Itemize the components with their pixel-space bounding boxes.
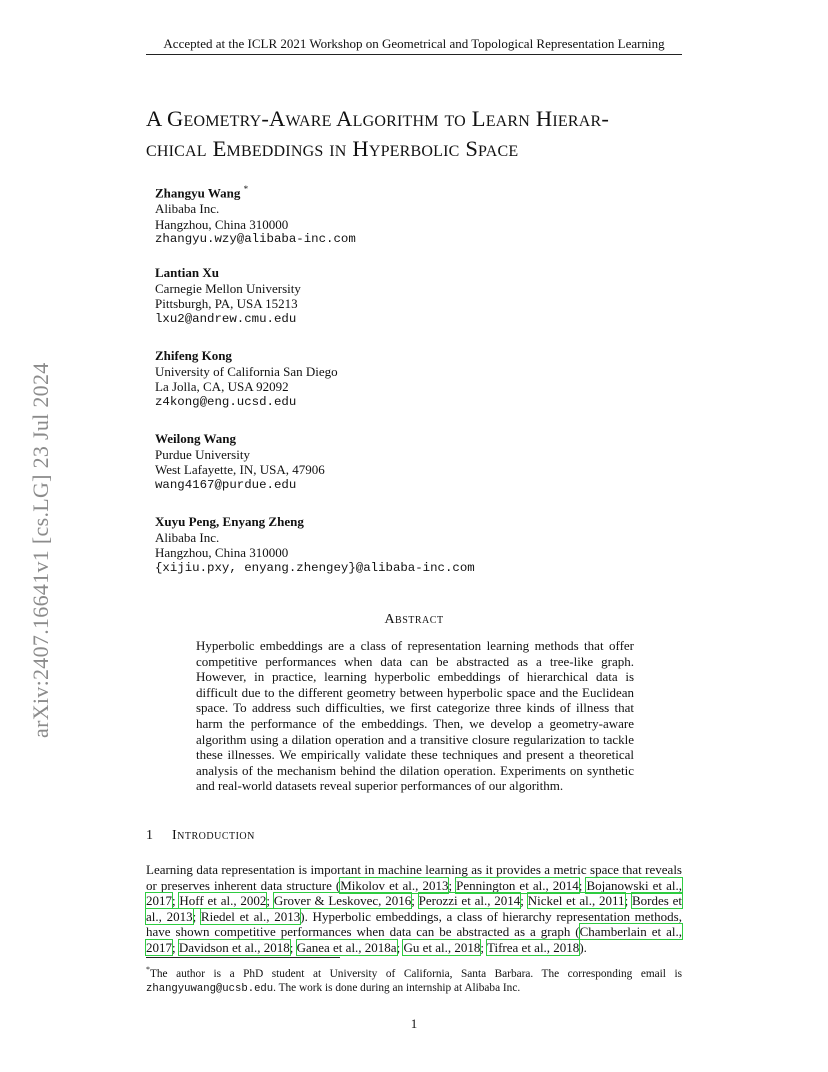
author-name: Xuyu Peng, Enyang Zheng	[155, 514, 304, 529]
citation-link[interactable]: Hoff et al., 2002	[179, 893, 267, 909]
intro-text: ;	[520, 893, 528, 909]
intro-text: ;	[448, 877, 457, 893]
author-address: West Lafayette, IN, USA, 47906	[155, 462, 325, 478]
author-block	[155, 514, 475, 576]
intro-text: ;	[172, 893, 180, 909]
abstract-text: Hyperbolic embeddings are a class of representation learning methods that offer competitive performances when data can be abstracted as a tree-like graph. However, in practice, learning hyperbolic embeddings of hierarchical data is difficult due to the different geometry between hyperbolic space and the Euclidean space. To address such difficulties, we first categorize three kinds of illness that harm the performance of the embeddings. Then, we develop a geometry-aware algorithm using a dilation operation and a transitive closure regularization to tackle these illnesses. We empirically validate these techniques and present a theoretical analysis of the mechanism behind the dilation operation. Experiments on synthetic and real-world datasets reveal superior performances of our algorithm.	[196, 638, 634, 794]
intro-text: ). Hyperbolic embeddings, a class of hierarchy representation methods, have shown competitive performances when data can be abstracted as a graph (	[146, 908, 682, 940]
intro-paragraph	[146, 862, 682, 956]
arxiv-identifier: arXiv:2407.16641v1 [cs.LG] 23 Jul 2024	[28, 362, 53, 738]
footnote-rule	[146, 957, 340, 958]
citation-link[interactable]: Pennington et al., 2014	[456, 877, 579, 893]
intro-text: ;	[172, 939, 179, 955]
paper-title	[146, 104, 706, 164]
intro-text: Learning data representation is important in machine learning as it provides a metric space that reveals or preserves inherent data structure (	[146, 862, 682, 893]
citation-link[interactable]: Riedel et al., 2013	[200, 908, 301, 924]
section-number: 1	[146, 828, 153, 843]
author-affiliation: Carnegie Mellon University	[155, 280, 301, 296]
footnote-email[interactable]: zhangyuwang@ucsb.edu	[146, 982, 274, 995]
citation-link[interactable]: Bojanowski et al., 2017	[146, 877, 682, 909]
intro-text: ;	[624, 893, 632, 909]
running-header: Accepted at the ICLR 2021 Workshop on Geometrical and Topological Representation Learning	[163, 36, 665, 51]
citation-link[interactable]: Davidson et al., 2018	[178, 939, 290, 955]
intro-text: ;	[192, 908, 201, 924]
citation-link[interactable]: Tifrea et al., 2018	[487, 939, 580, 955]
page-number: 1	[410, 1016, 418, 1031]
author-email[interactable]: zhangyu.wzy@alibaba-inc.com	[155, 232, 356, 247]
author-block	[155, 265, 301, 327]
citation-link[interactable]: Nickel et al., 2011	[527, 893, 625, 909]
author-address: Pittsburgh, PA, USA 15213	[155, 296, 298, 312]
author-affiliation: Alibaba Inc.	[155, 200, 220, 216]
citation-link[interactable]: Mikolov et al., 2013	[340, 877, 449, 893]
author-email[interactable]: z4kong@eng.ucsd.edu	[155, 394, 297, 409]
intro-text: ;	[411, 893, 419, 909]
arxiv-sidebar	[20, 320, 60, 740]
author-name: Weilong Wang	[155, 431, 237, 446]
author-email[interactable]: wang4167@purdue.edu	[155, 477, 297, 492]
citation-link[interactable]: Perozzi et al., 2014	[418, 893, 521, 909]
footnote-text: The author is a PhD student at University of California, Santa Barbara. The corresponding email is	[150, 967, 682, 980]
author-address: La Jolla, CA, USA 92092	[155, 379, 289, 395]
author-email[interactable]: {xijiu.pxy, enyang.zhengey}@alibaba-inc.com	[155, 560, 475, 575]
author-address: Hangzhou, China 310000	[155, 216, 289, 232]
author-block	[155, 348, 338, 410]
intro-text: ;	[266, 893, 274, 909]
intro-text: ).	[579, 939, 587, 955]
author-block	[155, 431, 325, 493]
section-heading	[146, 828, 255, 844]
intro-text: ;	[289, 939, 297, 955]
title-line-2: chical Embeddings in Hyperbolic Space	[146, 136, 519, 161]
citation-link[interactable]: Grover & Leskovec, 2016	[273, 893, 412, 909]
intro-text: ;	[578, 877, 587, 893]
author-name: Lantian Xu	[155, 265, 219, 280]
author-footnote-mark: *	[243, 184, 249, 194]
intro-text: ;	[396, 939, 404, 955]
intro-text: ;	[480, 939, 487, 955]
author-email[interactable]: lxu2@andrew.cmu.edu	[155, 311, 297, 326]
header-rule	[146, 54, 682, 55]
author-address: Hangzhou, China 310000	[155, 545, 289, 561]
citation-link[interactable]: Gu et al., 2018	[403, 939, 481, 955]
author-name: Zhangyu Wang	[155, 185, 241, 201]
footnote-mark: *	[146, 965, 150, 974]
footnote	[146, 963, 682, 996]
abstract-heading: Abstract	[384, 612, 444, 627]
author-affiliation: Alibaba Inc.	[155, 529, 220, 545]
author-affiliation: University of California San Diego	[155, 363, 338, 379]
author-block	[155, 182, 356, 248]
citation-link[interactable]: Ganea et al., 2018a	[296, 939, 397, 955]
citation-link[interactable]: Chamberlain et al., 2017	[146, 924, 682, 955]
citation-link[interactable]: Bordes et al., 2013	[146, 893, 682, 924]
footnote-text: . The work is done during an internship at Alibaba Inc.	[273, 981, 521, 994]
section-title: Introduction	[172, 828, 255, 843]
author-name: Zhifeng Kong	[155, 348, 232, 363]
title-line-1: A Geometry-Aware Algorithm to Learn Hierar-	[146, 106, 610, 131]
author-affiliation: Purdue University	[155, 446, 250, 462]
